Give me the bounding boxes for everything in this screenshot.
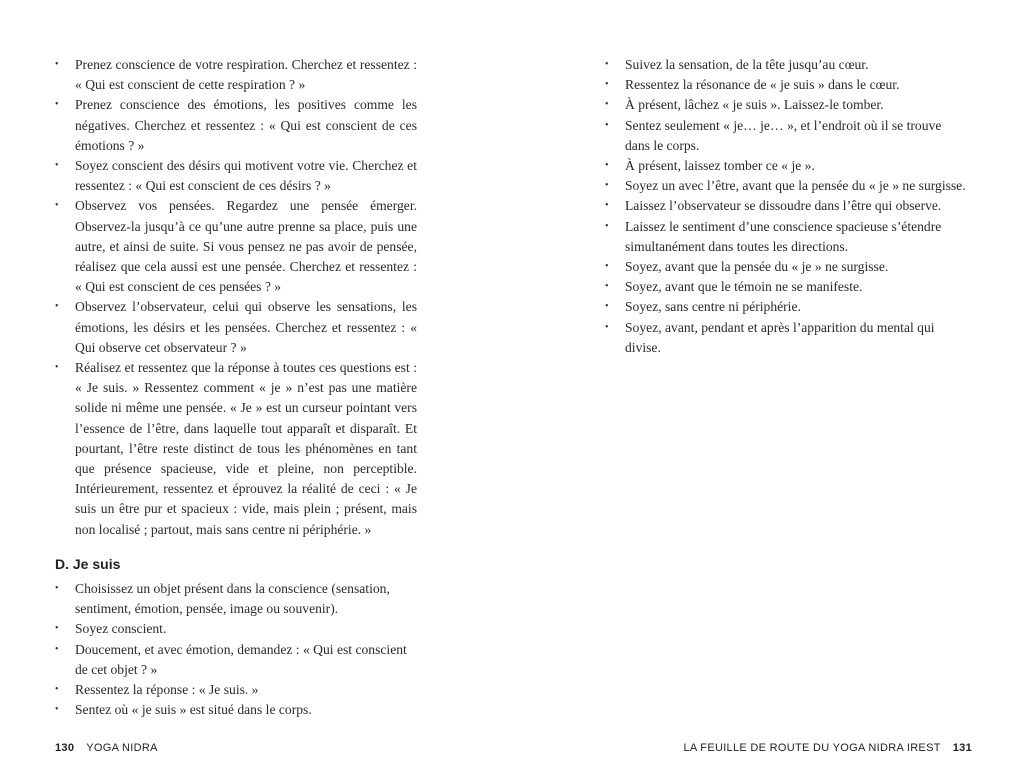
left-bullet-list-1 xyxy=(55,55,417,540)
left-footer xyxy=(55,742,158,754)
list-item: • Soyez un avec l’être, avant que la pensée du « je » ne surgisse. xyxy=(605,176,969,196)
list-item: • Soyez conscient des désirs qui motivent votre vie. Cherchez et ressentez : « Qui est conscient de ces désirs ? » xyxy=(55,156,417,196)
list-item: • Choisissez un objet présent dans la conscience (sensation, sentiment, émotion, pensée, image ou souvenir). xyxy=(55,579,417,619)
list-item: • Réalisez et ressentez que la réponse à toutes ces questions est : « Je suis. » Ressentez comment « je » n’est pas une matière solide ni même une pensée. « Je » est un curseur pointant vers l’essence de l’être, dans laquelle tout apparaît et disparaît. Et pourtant, l’être reste distinct de tous les phénomènes en tant que présence spacieuse, vide et pleine, non perceptible. Intérieurement, ressentez et éprouvez la réalité de ceci : « Je suis un être pur et spacieux : vide, mais plein ; présent, mais non localisé ; partout, mais sans centre ni périphérie. » xyxy=(55,358,417,540)
list-item: • Doucement, et avec émotion, demandez : « Qui est conscient de cet objet ? » xyxy=(55,640,417,680)
page-number: 130 xyxy=(55,742,75,754)
page-number: 131 xyxy=(952,742,972,754)
list-item: • Prenez conscience des émotions, les positives comme les négatives. Cherchez et ressentez : « Qui est conscient de ces émotions ? » xyxy=(55,95,417,156)
running-title: YOGA NIDRA xyxy=(86,742,158,754)
list-item: • Soyez, sans centre ni périphérie. xyxy=(605,297,969,317)
right-footer xyxy=(684,742,973,754)
list-item: • Observez l’observateur, celui qui observe les sensations, les émotions, les désirs et les pensées. Cherchez et ressentez : « Qui observe cet observateur ? » xyxy=(55,297,417,358)
list-item: • À présent, lâchez « je suis ». Laissez-le tomber. xyxy=(605,95,969,115)
list-item: • Prenez conscience de votre respiration. Cherchez et ressentez : « Qui est conscient de cette respiration ? » xyxy=(55,55,417,95)
list-item: • À présent, laissez tomber ce « je ». xyxy=(605,156,969,176)
list-item: • Soyez, avant, pendant et après l’apparition du mental qui divise. xyxy=(605,318,969,358)
list-item: • Laissez l’observateur se dissoudre dans l’être qui observe. xyxy=(605,196,969,216)
running-title: LA FEUILLE DE ROUTE DU YOGA NIDRA IREST xyxy=(683,742,941,754)
list-item: • Ressentez la réponse : « Je suis. » xyxy=(55,680,417,700)
left-bullet-list-2 xyxy=(55,579,417,720)
right-page xyxy=(512,0,1024,768)
list-item: • Soyez, avant que la pensée du « je » ne surgisse. xyxy=(605,257,969,277)
list-item: • Sentez où « je suis » est situé dans le corps. xyxy=(55,700,417,720)
list-item: • Sentez seulement « je… je… », et l’endroit où il se trouve dans le corps. xyxy=(605,116,969,156)
section-heading: D. Je suis xyxy=(55,556,121,572)
list-item: • Soyez, avant que le témoin ne se manifeste. xyxy=(605,277,969,297)
list-item: • Ressentez la résonance de « je suis » dans le cœur. xyxy=(605,75,969,95)
list-item: • Soyez conscient. xyxy=(55,619,417,639)
list-item: • Laissez le sentiment d’une conscience spacieuse s’étendre simultanément dans toutes les directions. xyxy=(605,217,969,257)
right-bullet-list xyxy=(605,55,969,358)
list-item: • Suivez la sensation, de la tête jusqu’au cœur. xyxy=(605,55,969,75)
list-item: • Observez vos pensées. Regardez une pensée émerger. Observez-la jusqu’à ce qu’une autre prenne sa place, puis une autre, et ainsi de suite. Si vous pensez ne pas avoir de pensée, réalisez que cela aussi est une pensée. Cherchez et ressentez : « Qui est conscient de ces pensées ? » xyxy=(55,196,417,297)
